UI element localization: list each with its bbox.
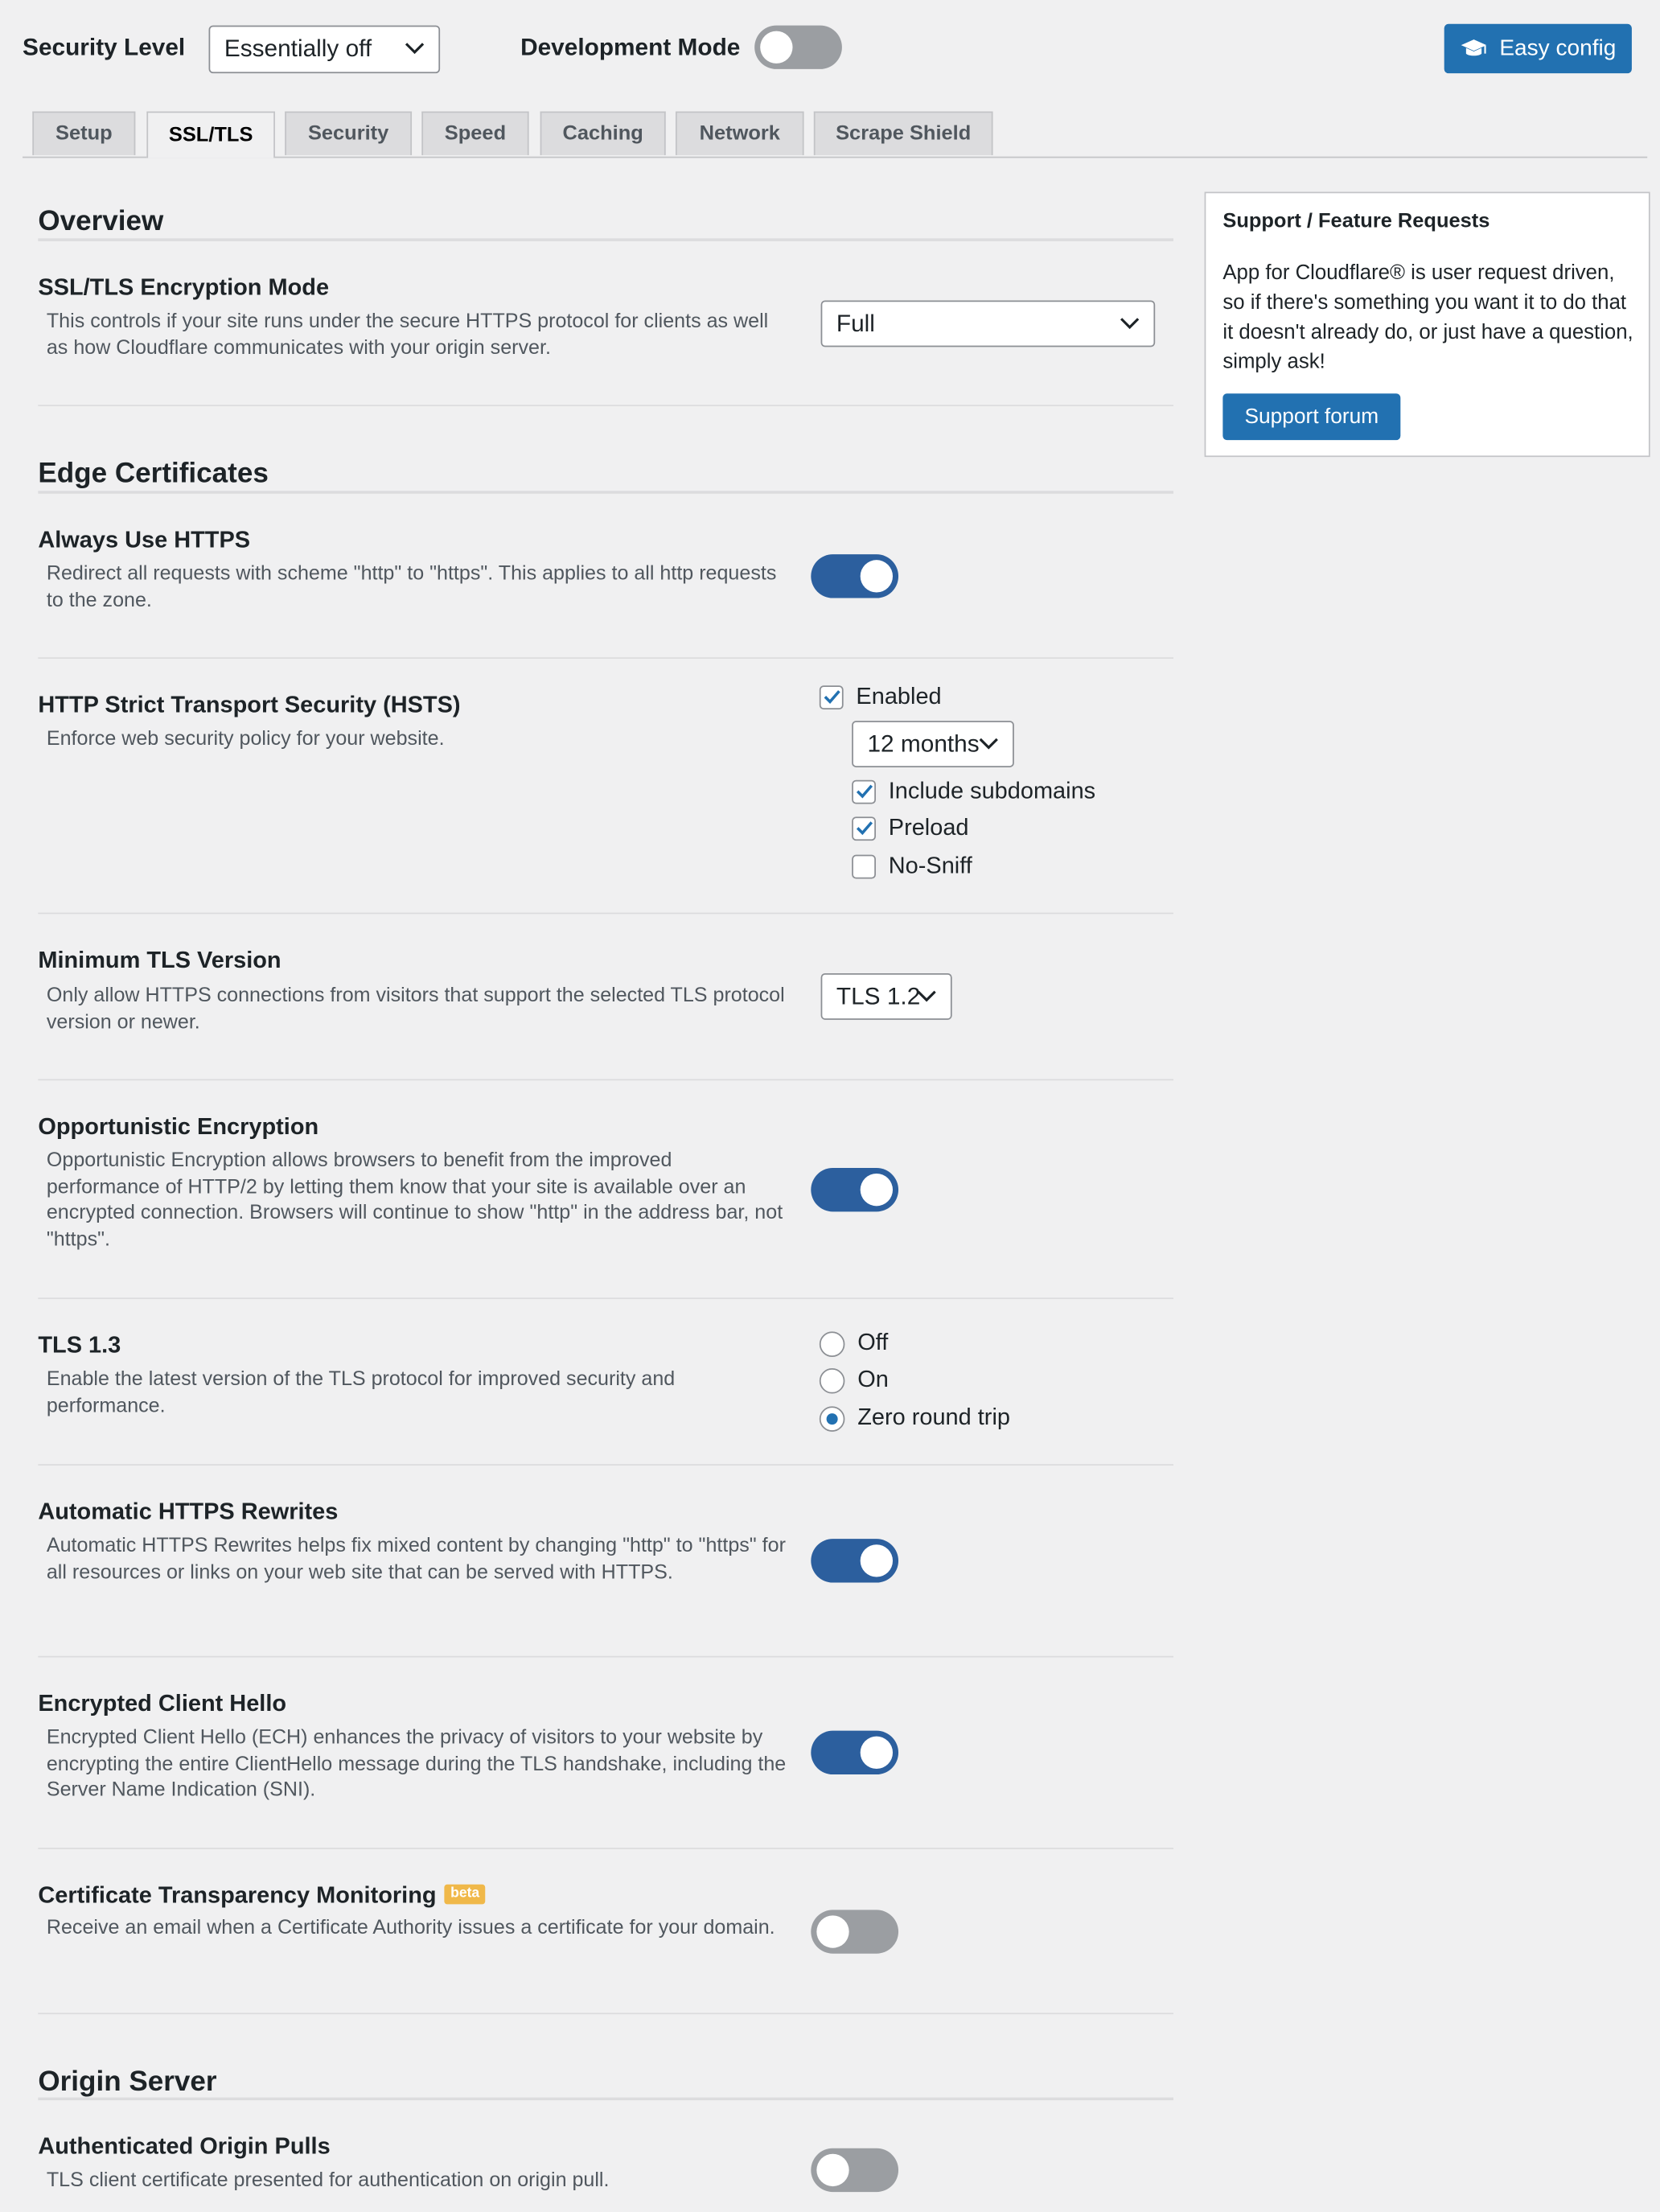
auth-origin-pulls-title: Authenticated Origin Pulls xyxy=(38,2134,331,2160)
chevron-down-icon xyxy=(1120,317,1140,330)
ct-monitoring-title-text: Certificate Transparency Monitoring xyxy=(38,1883,437,1909)
support-card-title: Support / Feature Requests xyxy=(1222,210,1490,233)
toggle-knob xyxy=(861,560,893,592)
tab-label: Network xyxy=(699,122,780,146)
opportunistic-encryption-title: Opportunistic Encryption xyxy=(38,1114,319,1140)
hsts-description: Enforce web security policy for your website. xyxy=(46,727,445,750)
include-subdomains-label: Include subdomains xyxy=(888,778,1096,804)
row-divider xyxy=(38,2013,1173,2014)
tab-scrape-shield[interactable] xyxy=(814,112,993,155)
min-tls-title: Minimum TLS Version xyxy=(38,948,281,973)
row-divider xyxy=(38,1848,1173,1849)
min-tls-description: Only allow HTTPS connections from visitors that support the selected TLS protocol version or newer. xyxy=(46,985,785,1034)
row-divider xyxy=(38,1464,1173,1466)
check-icon xyxy=(855,781,875,801)
hsts-max-age-value: 12 months xyxy=(867,730,980,757)
row-divider xyxy=(38,657,1173,659)
radio-label: On xyxy=(857,1367,889,1392)
ssl-mode-description: This controls if your site runs under the secure HTTPS protocol for clients as well as how Cloudflare communicates with your origin server. xyxy=(46,310,769,360)
easy-config-button[interactable] xyxy=(1444,24,1632,73)
toggle-knob xyxy=(861,1544,893,1577)
ech-description: Encrypted Client Hello (ECH) enhances the privacy of visitors to your website by encrypting the entire ClientHello message during the TLS handshake, including the Server Name Indication (SNI). xyxy=(46,1726,787,1803)
opportunistic-encryption-description: Opportunistic Encryption allows browsers to benefit from the improved performance of HTTP/2 by letting them know that your site is available over an encrypted connection. Browsers will continue to show "http" in the address bar, not "https". xyxy=(46,1149,783,1252)
overview-heading: Overview xyxy=(38,206,164,237)
radio-label: Zero round trip xyxy=(857,1404,1010,1431)
tab-network[interactable] xyxy=(676,112,804,155)
no-sniff-row[interactable] xyxy=(852,853,972,880)
include-subdomains-row[interactable] xyxy=(852,779,1095,805)
tab-ssl-tls[interactable] xyxy=(146,112,275,158)
security-level-value: Essentially off xyxy=(224,35,372,63)
row-divider xyxy=(38,913,1173,915)
hsts-title: HTTP Strict Transport Security (HSTS) xyxy=(38,693,461,718)
origin-server-heading: Origin Server xyxy=(38,2066,217,2098)
support-card xyxy=(1205,191,1650,457)
easy-config-label: Easy config xyxy=(1499,35,1617,60)
row-divider xyxy=(38,1079,1173,1081)
tab-label: SSL/TLS xyxy=(168,124,253,147)
no-sniff-label: No-Sniff xyxy=(888,853,972,879)
chevron-down-icon xyxy=(917,989,937,1002)
support-forum-button[interactable] xyxy=(1222,393,1400,440)
check-icon xyxy=(855,818,875,838)
always-https-title: Always Use HTTPS xyxy=(38,527,251,553)
tab-label: Caching xyxy=(562,122,643,146)
hsts-enabled-checkbox-row[interactable] xyxy=(820,684,942,710)
tls13-option-off[interactable] xyxy=(820,1330,888,1357)
chevron-down-icon xyxy=(979,737,999,750)
ssl-mode-title: SSL/TLS Encryption Mode xyxy=(38,274,330,301)
toggle-knob xyxy=(816,2154,848,2186)
toggle-knob xyxy=(861,1174,893,1206)
tab-label: Scrape Shield xyxy=(836,122,972,146)
ct-monitoring-title xyxy=(38,1883,485,1910)
tab-caching[interactable] xyxy=(540,112,666,155)
tls13-description: Enable the latest version of the TLS protocol for improved security and performance. xyxy=(46,1367,676,1417)
section-divider xyxy=(38,238,1173,241)
development-mode-label: Development Mode xyxy=(520,34,741,61)
ct-monitoring-description: Receive an email when a Certificate Authority issues a certificate for your domain. xyxy=(46,1917,775,1940)
settings-tabs xyxy=(23,112,1647,158)
auth-origin-pulls-toggle[interactable] xyxy=(811,2148,898,2192)
hsts-enabled-label: Enabled xyxy=(856,684,942,710)
ssl-mode-select[interactable] xyxy=(821,301,1156,347)
graduation-cap-icon xyxy=(1460,37,1488,60)
radio-label: Off xyxy=(857,1330,889,1356)
support-card-body: App for Cloudflare® is user request driven, so if there's something you want it to do that it doesn't already do, or just have a question, simply ask! xyxy=(1222,262,1633,374)
tls13-radio-zero-rtt[interactable] xyxy=(820,1405,845,1431)
tab-label: Speed xyxy=(444,122,507,146)
auth-origin-pulls-description: TLS client certificate presented for authentication on origin pull. xyxy=(46,2169,610,2193)
row-divider xyxy=(38,1656,1173,1658)
security-level-label: Security Level xyxy=(23,34,186,61)
development-mode-toggle[interactable] xyxy=(754,26,842,69)
tls13-option-zero-rtt[interactable] xyxy=(820,1405,1010,1432)
auto-https-rewrites-title: Automatic HTTPS Rewrites xyxy=(38,1499,339,1525)
tls13-radio-on[interactable] xyxy=(820,1367,845,1393)
check-icon xyxy=(822,687,842,707)
top-bar xyxy=(0,0,1660,99)
no-sniff-checkbox[interactable] xyxy=(852,855,876,879)
row-divider xyxy=(38,405,1173,406)
preload-label: Preload xyxy=(888,815,969,841)
toggle-knob xyxy=(760,31,792,64)
include-subdomains-checkbox[interactable] xyxy=(852,780,876,804)
tab-speed[interactable] xyxy=(421,112,528,155)
beta-badge: beta xyxy=(445,1885,485,1905)
ech-toggle[interactable] xyxy=(811,1731,898,1774)
min-tls-value: TLS 1.2 xyxy=(836,982,921,1009)
tls13-option-on[interactable] xyxy=(820,1367,889,1393)
hsts-enabled-checkbox[interactable] xyxy=(820,685,844,709)
ct-monitoring-toggle[interactable] xyxy=(811,1910,898,1953)
security-level-select[interactable] xyxy=(209,26,441,74)
preload-checkbox[interactable] xyxy=(852,816,876,841)
support-forum-label: Support forum xyxy=(1244,405,1379,430)
opportunistic-encryption-toggle[interactable] xyxy=(811,1168,898,1211)
always-https-description: Redirect all requests with scheme "http" to "https". This applies to all http requests to the zone. xyxy=(46,562,777,612)
tab-security[interactable] xyxy=(285,112,412,155)
edge-certificates-heading: Edge Certificates xyxy=(38,458,269,490)
tab-setup[interactable] xyxy=(32,112,135,155)
ssl-mode-value: Full xyxy=(836,309,875,337)
tls13-title: TLS 1.3 xyxy=(38,1333,121,1359)
tab-label: Security xyxy=(307,122,389,146)
toggle-knob xyxy=(816,1915,848,1947)
always-https-toggle[interactable] xyxy=(811,554,898,598)
tab-label: Setup xyxy=(55,122,113,146)
hsts-max-age-select[interactable] xyxy=(852,721,1014,767)
min-tls-select[interactable] xyxy=(821,973,952,1020)
auto-https-rewrites-description: Automatic HTTPS Rewrites helps fix mixed content by changing "http" to "https" for all resources or links on your web site that can be served with HTTPS. xyxy=(46,1534,786,1584)
auto-https-rewrites-toggle[interactable] xyxy=(811,1539,898,1582)
chevron-down-icon xyxy=(405,43,425,56)
tls13-radio-off[interactable] xyxy=(820,1331,845,1357)
section-divider xyxy=(38,2098,1173,2101)
toggle-knob xyxy=(861,1737,893,1769)
ech-title: Encrypted Client Hello xyxy=(38,1691,287,1717)
section-divider xyxy=(38,491,1173,494)
preload-row[interactable] xyxy=(852,816,968,842)
row-divider xyxy=(38,1297,1173,1299)
